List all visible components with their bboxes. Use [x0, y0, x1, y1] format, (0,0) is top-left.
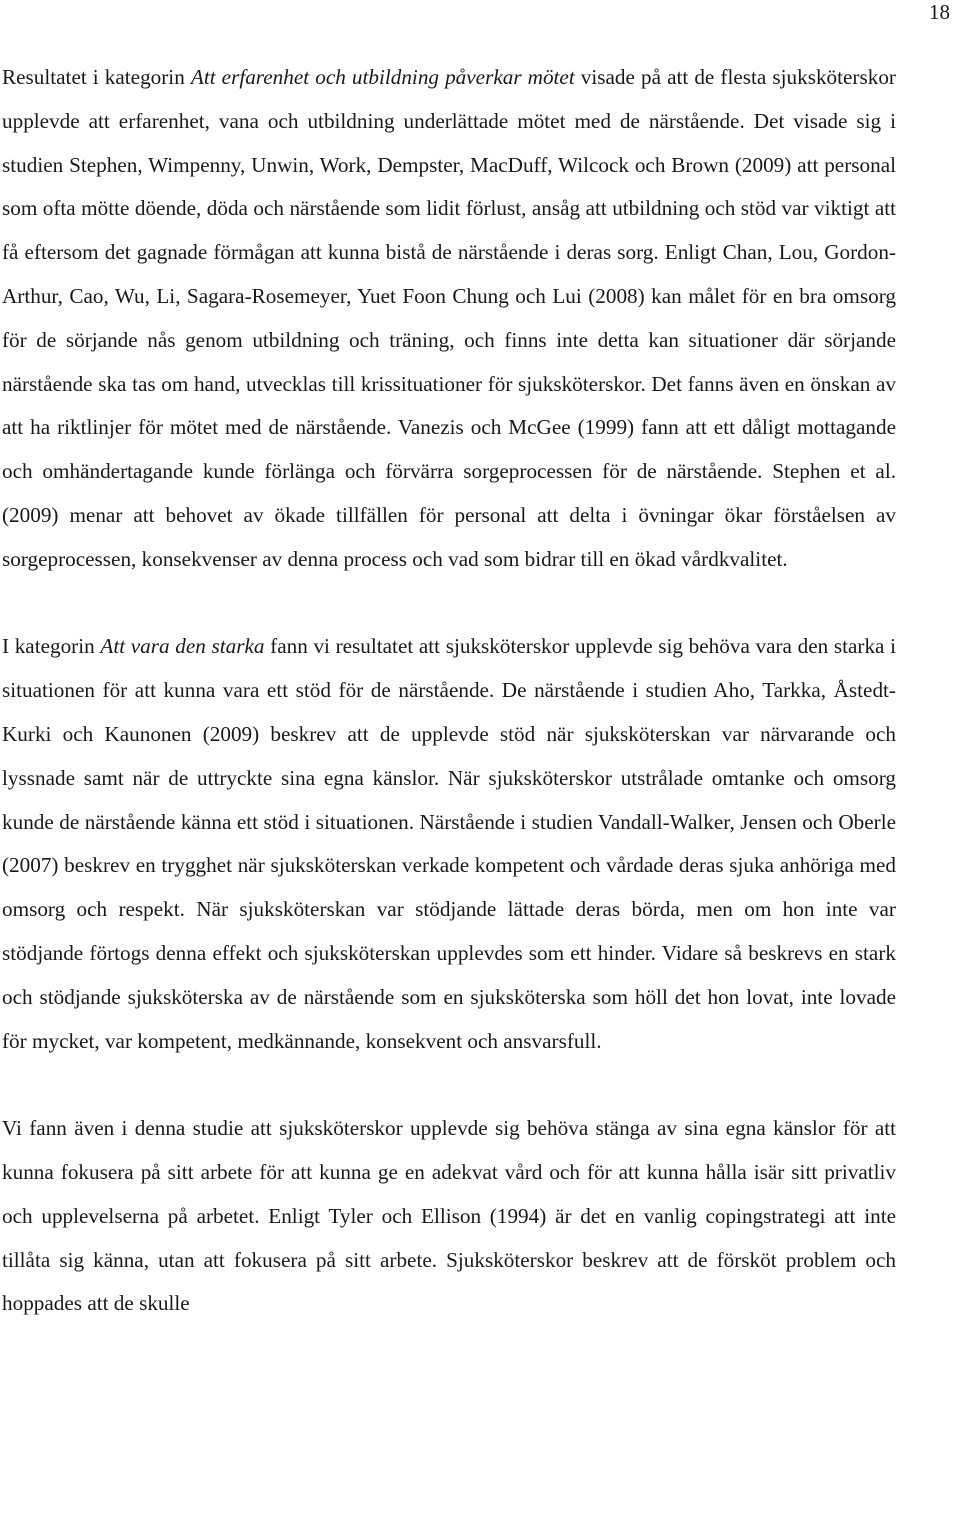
paragraph-experience-education [2, 56, 896, 582]
category-title: Att erfarenhet och utbildning påverkar mötet [190, 65, 575, 89]
body-text [2, 56, 896, 1326]
paragraph-being-strong [2, 625, 896, 1063]
paragraph-text: Vi fann även i denna studie att sjuksköterskor upplevde sig behöva stänga av sina egna känslor för att kunna fokusera på sitt arbete för att kunna ge en adekvat vård och för att kunna hålla isär sitt privatliv och upplevelserna på arbetet. Enligt Tyler och Ellison (1994) är det en vanlig copingstrategi att inte tillåta sig känna, utan att fokusera på sitt arbete. Sjuksköterskor beskrev att de försköt problem och hoppades att de skulle [2, 1116, 896, 1316]
paragraph-text: fann vi resultatet att sjuksköterskor upplevde sig behöva vara den starka i situationen för att kunna vara ett stöd för de närstående. De närstående i studien Aho, Tarkka, Åstedt- Kurki och Kaunonen (2009) beskrev att de upplevde stöd när sjuksköterskan var närvarande och lyssnade samt när de uttryckte sina egna känslor. När sjuksköterskor utstrålade omtanke och omsorg kunde de närstående känna ett stöd i situationen. Närstående i studien Vandall-Walker, Jensen och Oberle (2007) beskrev en trygghet när sjuksköterskan verkade kompetent och vårdade deras sjuka anhöriga med omsorg och respekt. När sjuksköterskan var stödjande lättade deras börda, men om hon inte var stödjande förtogs denna effekt och sjuksköterskan upplevdes som ett hinder. Vidare så beskrevs en stark och stödjande sjuksköterska av de närstående som en sjuksköterska som höll det hon lovat, inte lovade för mycket, var kompetent, medkännande, konsekvent och ansvarsfull. [2, 634, 896, 1053]
paragraph-text: visade på att de flesta sjuksköterskor upplevde att erfarenhet, vana och utbildning underlättade mötet med de närstående. Det visade sig i studien Stephen, Wimpenny, Unwin, Work, Dempster, MacDuff, Wilcock och Brown (2009) att personal som ofta mötte döende, döda och närstående som lidit förlust, ansåg att utbildning och stöd var viktigt att få eftersom det gagnade förmågan att kunna bistå de närstående i deras sorg. Enligt Chan, Lou, Gordon-Arthur, Cao, Wu, Li, Sagara-Rosemeyer, Yuet Foon Chung och Lui (2008) kan målet för en bra omsorg för de sörjande nås genom utbildning och träning, och finns inte detta kan situationer där sörjande närstående ska tas om hand, utvecklas till krissituationer för sjuksköterskor. Det fanns även en önskan av att ha riktlinjer för mötet med de närstående. Vanezis och McGee (1999) fann att ett dåligt mottagande och omhändertagande kunde förlänga och förvärra sorgeprocessen för de närstående. Stephen et al. (2009) menar att behovet av ökade tillfällen för personal att delta i övningar ökar förståelsen av sorgeprocessen, konsekvenser av denna process och vad som bidrar till en ökad vårdkvalitet. [2, 65, 896, 571]
paragraph-shutting-off-emotions [2, 1107, 896, 1326]
paragraph-text: Resultatet i kategorin [2, 65, 191, 89]
page-number: 18 [929, 0, 950, 24]
category-title: Att vara den starka [100, 634, 265, 659]
paragraph-text: I kategorin [2, 634, 101, 659]
